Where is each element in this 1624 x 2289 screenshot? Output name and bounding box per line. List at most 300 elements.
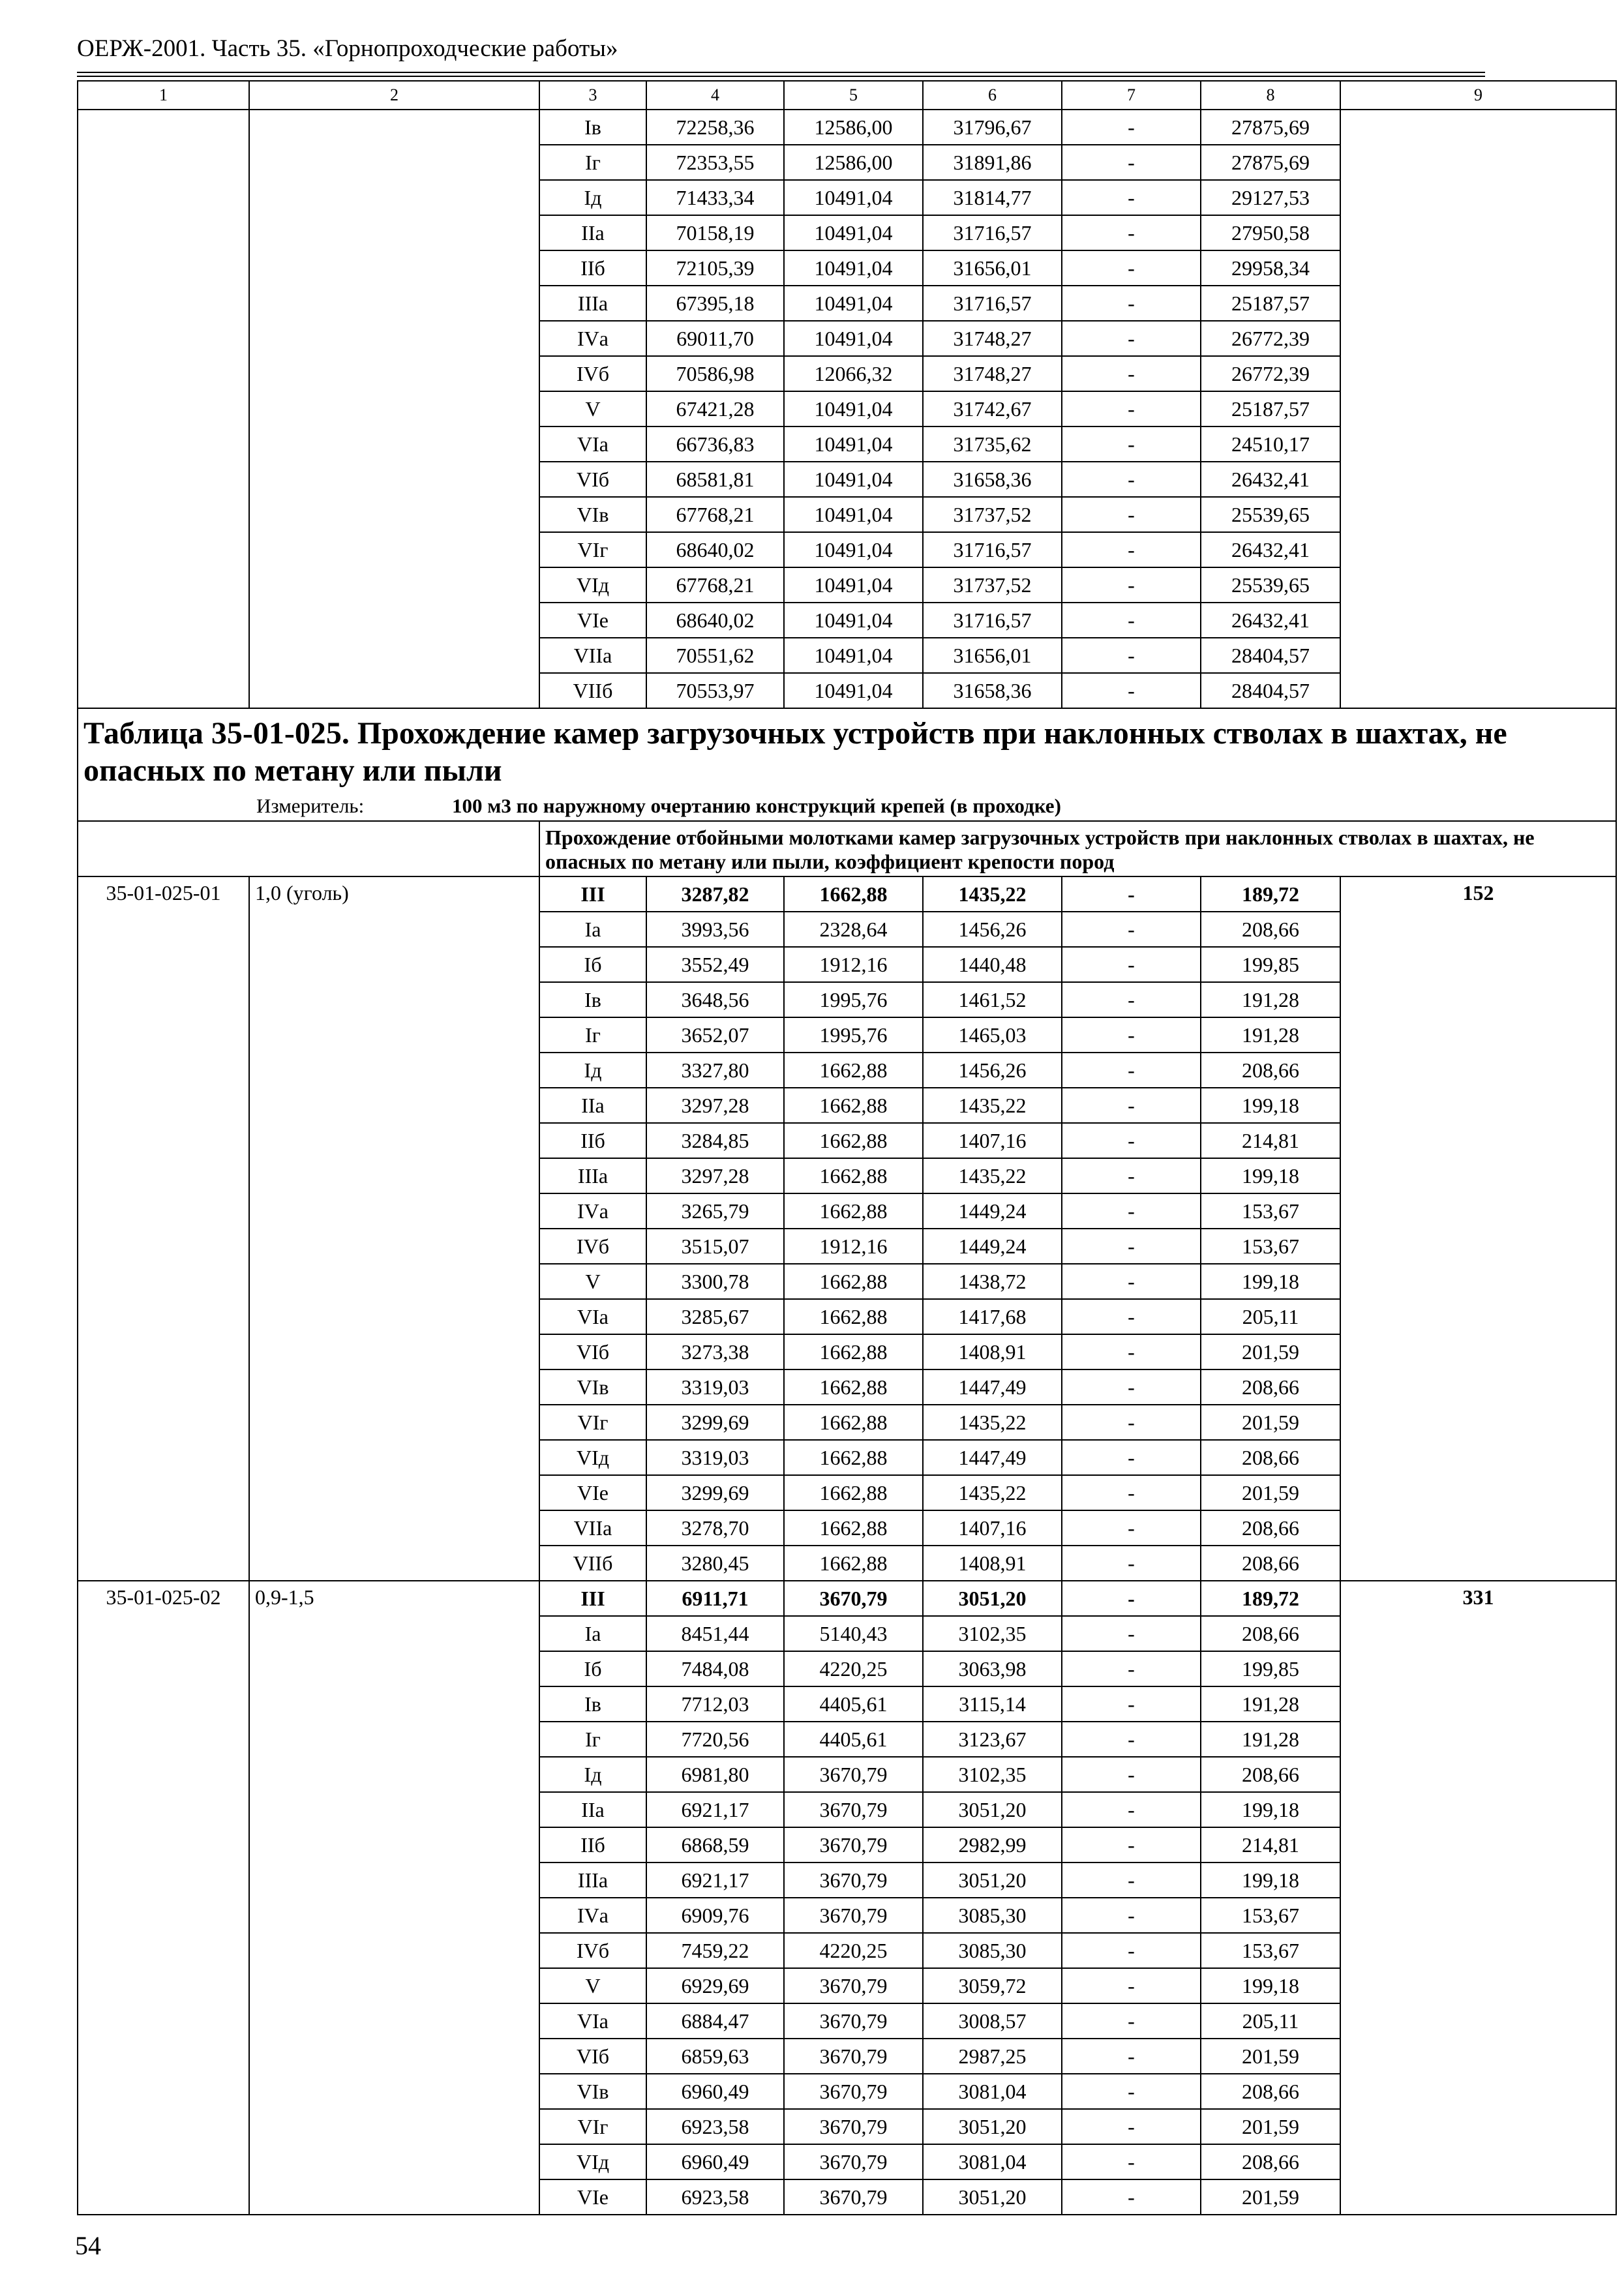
category-cell: IIа (539, 1792, 646, 1827)
value-cell: - (1062, 1546, 1201, 1581)
value-cell: 208,66 (1201, 1546, 1340, 1581)
category-cell: VIа (539, 2003, 646, 2039)
value-cell: 10491,04 (784, 603, 923, 638)
value-cell: - (1062, 250, 1201, 286)
value-cell: 67395,18 (646, 286, 784, 321)
value-cell: 31748,27 (923, 321, 1062, 356)
category-cell: VIб (539, 1334, 646, 1369)
value-cell: 6923,58 (646, 2179, 784, 2215)
value-cell: 31742,67 (923, 391, 1062, 426)
value-cell: 10491,04 (784, 497, 923, 532)
value-cell: 1407,16 (923, 1510, 1062, 1546)
rock-cell-empty (249, 110, 539, 708)
value-cell: - (1062, 2144, 1201, 2179)
table-title-cell (78, 708, 1616, 821)
value-cell: 153,67 (1201, 1193, 1340, 1229)
value-cell: - (1062, 215, 1201, 250)
value-cell: 1435,22 (923, 1088, 1062, 1123)
document-header: ОЕРЖ-2001. Часть 35. «Горнопроходческие работы» (77, 35, 618, 62)
value-cell: 199,85 (1201, 947, 1340, 982)
value-cell: 3115,14 (923, 1686, 1062, 1722)
category-cell: VIIа (539, 1510, 646, 1546)
table-row (78, 110, 1616, 145)
value-cell: 27950,58 (1201, 215, 1340, 250)
value-cell: 10491,04 (784, 673, 923, 708)
value-cell: 29958,34 (1201, 250, 1340, 286)
value-cell: 25539,65 (1201, 567, 1340, 603)
value-cell: 199,18 (1201, 1968, 1340, 2003)
value-cell: - (1062, 1405, 1201, 1440)
value-cell: 10491,04 (784, 180, 923, 215)
value-cell: 3670,79 (784, 1581, 923, 1616)
value-cell: 191,28 (1201, 1722, 1340, 1757)
value-cell: - (1062, 1369, 1201, 1405)
value-cell: 31658,36 (923, 673, 1062, 708)
value-cell: 1662,88 (784, 1475, 923, 1510)
column-number: 4 (646, 81, 784, 110)
value-cell: 1447,49 (923, 1369, 1062, 1405)
category-cell: IVа (539, 1193, 646, 1229)
category-cell: IIа (539, 215, 646, 250)
value-cell: - (1062, 1616, 1201, 1651)
value-cell: 3319,03 (646, 1440, 784, 1475)
value-cell: 31716,57 (923, 286, 1062, 321)
value-cell: 208,66 (1201, 1053, 1340, 1088)
value-cell: 208,66 (1201, 1369, 1340, 1405)
value-cell: 67768,21 (646, 497, 784, 532)
value-cell: 25539,65 (1201, 497, 1340, 532)
value-cell: 3670,79 (784, 1757, 923, 1792)
column-number: 3 (539, 81, 646, 110)
category-cell: Iд (539, 1757, 646, 1792)
value-cell: 3552,49 (646, 947, 784, 982)
value-cell: 1435,22 (923, 1475, 1062, 1510)
value-cell: 31796,67 (923, 110, 1062, 145)
category-cell: Iв (539, 1686, 646, 1722)
value-cell: 199,85 (1201, 1651, 1340, 1686)
value-cell: - (1062, 947, 1201, 982)
value-cell: 2982,99 (923, 1827, 1062, 1863)
value-cell: - (1062, 1123, 1201, 1158)
value-cell: 1407,16 (923, 1123, 1062, 1158)
value-cell: - (1062, 1651, 1201, 1686)
value-cell: 3297,28 (646, 1158, 784, 1193)
table-title: Таблица 35-01-025. Прохождение камер загрузочных устройств при наклонных стволах в шахтах, не опасных по метану или пыли (83, 716, 1507, 788)
value-cell: 3670,79 (784, 2109, 923, 2144)
value-cell: 70158,19 (646, 215, 784, 250)
description-row (78, 821, 1616, 877)
value-cell: 31814,77 (923, 180, 1062, 215)
value-cell: - (1062, 1792, 1201, 1827)
value-cell: 10491,04 (784, 638, 923, 673)
value-cell: - (1062, 356, 1201, 391)
value-cell: 31716,57 (923, 603, 1062, 638)
value-cell: 7720,56 (646, 1722, 784, 1757)
value-cell: 7459,22 (646, 1933, 784, 1968)
value-cell: 4220,25 (784, 1651, 923, 1686)
value-cell: 1662,88 (784, 1193, 923, 1229)
value-cell: 208,66 (1201, 2074, 1340, 2109)
value-cell: 208,66 (1201, 1440, 1340, 1475)
category-cell: V (539, 1968, 646, 2003)
value-cell: 70551,62 (646, 638, 784, 673)
value-cell: 3670,79 (784, 2179, 923, 2215)
value-cell: 27875,69 (1201, 145, 1340, 180)
column-number: 1 (78, 81, 249, 110)
value-cell: 72258,36 (646, 110, 784, 145)
value-cell: - (1062, 673, 1201, 708)
value-cell: 25187,57 (1201, 286, 1340, 321)
value-cell: - (1062, 1440, 1201, 1475)
value-cell: - (1062, 876, 1201, 912)
value-cell: 1417,68 (923, 1299, 1062, 1334)
category-cell: VIIб (539, 1546, 646, 1581)
category-cell: III (539, 876, 646, 912)
value-cell: 29127,53 (1201, 180, 1340, 215)
value-cell: 2328,64 (784, 912, 923, 947)
category-cell: IIа (539, 1088, 646, 1123)
value-cell: 72105,39 (646, 250, 784, 286)
value-cell: 28404,57 (1201, 638, 1340, 673)
value-cell: 201,59 (1201, 1334, 1340, 1369)
value-cell: 4220,25 (784, 1933, 923, 1968)
value-cell: - (1062, 1722, 1201, 1757)
category-cell: VIе (539, 1475, 646, 1510)
category-cell: Iд (539, 180, 646, 215)
col9-cell-empty (1340, 110, 1616, 708)
value-cell: - (1062, 532, 1201, 567)
value-cell: 3297,28 (646, 1088, 784, 1123)
value-cell: 208,66 (1201, 1510, 1340, 1546)
category-cell: VIд (539, 567, 646, 603)
value-cell: 6859,63 (646, 2039, 784, 2074)
column-number: 2 (249, 81, 539, 110)
value-cell: 1662,88 (784, 1123, 923, 1158)
value-cell: - (1062, 391, 1201, 426)
value-cell: 205,11 (1201, 1299, 1340, 1334)
rock-hardness: 0,9-1,5 (249, 1581, 539, 2215)
value-cell: 1662,88 (784, 1158, 923, 1193)
category-cell: V (539, 391, 646, 426)
value-cell: 31737,52 (923, 567, 1062, 603)
category-cell: IIб (539, 1123, 646, 1158)
value-cell: 1440,48 (923, 947, 1062, 982)
value-cell: - (1062, 321, 1201, 356)
value-cell: 67421,28 (646, 391, 784, 426)
value-cell: 1447,49 (923, 1440, 1062, 1475)
value-cell: - (1062, 1475, 1201, 1510)
value-cell: 6981,80 (646, 1757, 784, 1792)
value-cell: 3652,07 (646, 1017, 784, 1053)
rock-hardness: 1,0 (уголь) (249, 876, 539, 1581)
value-cell: 10491,04 (784, 250, 923, 286)
value-cell: 3670,79 (784, 1792, 923, 1827)
value-cell: 3299,69 (646, 1475, 784, 1510)
value-cell: 6960,49 (646, 2144, 784, 2179)
value-cell: 3670,79 (784, 1968, 923, 2003)
value-cell: 5140,43 (784, 1616, 923, 1651)
category-cell: IVа (539, 321, 646, 356)
header-rule (77, 72, 1485, 77)
column-number-row (78, 81, 1616, 110)
category-cell: VIа (539, 426, 646, 462)
value-cell: - (1062, 2179, 1201, 2215)
item-code: 35-01-025-02 (78, 1581, 249, 2215)
value-cell: - (1062, 1933, 1201, 1968)
value-cell: 201,59 (1201, 2179, 1340, 2215)
value-cell: 69011,70 (646, 321, 784, 356)
value-cell: 70586,98 (646, 356, 784, 391)
category-cell: IVб (539, 356, 646, 391)
value-cell: 6921,17 (646, 1863, 784, 1898)
value-cell: 3008,57 (923, 2003, 1062, 2039)
value-cell: 189,72 (1201, 1581, 1340, 1616)
value-cell: 191,28 (1201, 1017, 1340, 1053)
value-cell: 201,59 (1201, 2109, 1340, 2144)
meter-value: 100 м3 по наружному очертанию конструкций крепей (в проходке) (452, 794, 1061, 818)
category-cell: VIIа (539, 638, 646, 673)
value-cell: 3273,38 (646, 1334, 784, 1369)
value-cell: 3059,72 (923, 1968, 1062, 2003)
value-cell: 31716,57 (923, 532, 1062, 567)
category-cell: III (539, 1581, 646, 1616)
col9-value: 331 (1340, 1581, 1616, 2215)
value-cell: 199,18 (1201, 1264, 1340, 1299)
rates-table (77, 80, 1617, 2215)
column-number: 9 (1340, 81, 1616, 110)
value-cell: 1662,88 (784, 1053, 923, 1088)
value-cell: 1438,72 (923, 1264, 1062, 1299)
category-cell: VIе (539, 603, 646, 638)
category-cell: VIе (539, 2179, 646, 2215)
value-cell: - (1062, 1968, 1201, 2003)
value-cell: 31716,57 (923, 215, 1062, 250)
value-cell: 3670,79 (784, 1863, 923, 1898)
category-cell: VIв (539, 1369, 646, 1405)
value-cell: - (1062, 1088, 1201, 1123)
value-cell: 3670,79 (784, 2144, 923, 2179)
category-cell: V (539, 1264, 646, 1299)
value-cell: 4405,61 (784, 1722, 923, 1757)
value-cell: 6911,71 (646, 1581, 784, 1616)
value-cell: 3102,35 (923, 1616, 1062, 1651)
value-cell: 3670,79 (784, 1898, 923, 1933)
value-cell: 3051,20 (923, 1863, 1062, 1898)
value-cell: 31735,62 (923, 426, 1062, 462)
value-cell: 1408,91 (923, 1546, 1062, 1581)
value-cell: 31891,86 (923, 145, 1062, 180)
category-cell: IVб (539, 1933, 646, 1968)
category-cell: VIб (539, 462, 646, 497)
value-cell: - (1062, 1863, 1201, 1898)
value-cell: - (1062, 982, 1201, 1017)
value-cell: - (1062, 2109, 1201, 2144)
value-cell: 1662,88 (784, 1510, 923, 1546)
value-cell: 1465,03 (923, 1017, 1062, 1053)
table-row (78, 1581, 1616, 1616)
value-cell: 72353,55 (646, 145, 784, 180)
category-cell: IVб (539, 1229, 646, 1264)
value-cell: 3051,20 (923, 1792, 1062, 1827)
value-cell: 31658,36 (923, 462, 1062, 497)
value-cell: 10491,04 (784, 391, 923, 426)
category-cell: Iб (539, 947, 646, 982)
category-cell: Iд (539, 1053, 646, 1088)
value-cell: - (1062, 1264, 1201, 1299)
value-cell: 1435,22 (923, 876, 1062, 912)
value-cell: 1662,88 (784, 1440, 923, 1475)
value-cell: - (1062, 1510, 1201, 1546)
category-cell: IIIа (539, 1158, 646, 1193)
value-cell: 201,59 (1201, 1405, 1340, 1440)
value-cell: 26772,39 (1201, 321, 1340, 356)
category-cell: VIг (539, 2109, 646, 2144)
code-cell-empty (78, 110, 249, 708)
category-cell: IIб (539, 1827, 646, 1863)
category-cell: Iа (539, 1616, 646, 1651)
value-cell: 3051,20 (923, 2179, 1062, 2215)
value-cell: 208,66 (1201, 1616, 1340, 1651)
column-number: 6 (923, 81, 1062, 110)
value-cell: 1662,88 (784, 1334, 923, 1369)
col9-value: 152 (1340, 876, 1616, 1581)
value-cell: - (1062, 1299, 1201, 1334)
value-cell: 3278,70 (646, 1510, 784, 1546)
value-cell: 208,66 (1201, 912, 1340, 947)
category-cell: VIг (539, 1405, 646, 1440)
value-cell: 10491,04 (784, 286, 923, 321)
category-cell: Iа (539, 912, 646, 947)
value-cell: 214,81 (1201, 1123, 1340, 1158)
value-cell: 10491,04 (784, 321, 923, 356)
category-cell: IIб (539, 250, 646, 286)
value-cell: 31748,27 (923, 356, 1062, 391)
value-cell: - (1062, 426, 1201, 462)
category-cell: IVа (539, 1898, 646, 1933)
value-cell: 201,59 (1201, 1475, 1340, 1510)
category-cell: VIб (539, 2039, 646, 2074)
value-cell: 208,66 (1201, 2144, 1340, 2179)
value-cell: 3648,56 (646, 982, 784, 1017)
rates-table-body (78, 81, 1616, 2215)
value-cell: 4405,61 (784, 1686, 923, 1722)
value-cell: - (1062, 180, 1201, 215)
value-cell: 1662,88 (784, 1088, 923, 1123)
value-cell: 3102,35 (923, 1757, 1062, 1792)
value-cell: 27875,69 (1201, 110, 1340, 145)
value-cell: - (1062, 1686, 1201, 1722)
value-cell: 71433,34 (646, 180, 784, 215)
value-cell: 3670,79 (784, 1827, 923, 1863)
value-cell: 3327,80 (646, 1053, 784, 1088)
value-cell: 3670,79 (784, 2039, 923, 2074)
value-cell: 10491,04 (784, 532, 923, 567)
category-cell: IIIа (539, 286, 646, 321)
value-cell: 10491,04 (784, 567, 923, 603)
category-cell: Iг (539, 145, 646, 180)
value-cell: 3284,85 (646, 1123, 784, 1158)
value-cell: - (1062, 1229, 1201, 1264)
value-cell: 6921,17 (646, 1792, 784, 1827)
value-cell: 1662,88 (784, 1264, 923, 1299)
value-cell: 3670,79 (784, 2074, 923, 2109)
value-cell: 3670,79 (784, 2003, 923, 2039)
category-cell: IIIа (539, 1863, 646, 1898)
category-cell: Iв (539, 110, 646, 145)
category-cell: Iг (539, 1017, 646, 1053)
value-cell: - (1062, 497, 1201, 532)
value-cell: 31737,52 (923, 497, 1062, 532)
value-cell: 1912,16 (784, 947, 923, 982)
value-cell: - (1062, 1581, 1201, 1616)
value-cell: 3319,03 (646, 1369, 784, 1405)
value-cell: 1912,16 (784, 1229, 923, 1264)
category-cell: VIв (539, 2074, 646, 2109)
value-cell: 31656,01 (923, 250, 1062, 286)
value-cell: - (1062, 1158, 1201, 1193)
value-cell: 1662,88 (784, 876, 923, 912)
value-cell: 201,59 (1201, 2039, 1340, 2074)
value-cell: - (1062, 286, 1201, 321)
value-cell: 66736,83 (646, 426, 784, 462)
value-cell: - (1062, 1757, 1201, 1792)
value-cell: 7712,03 (646, 1686, 784, 1722)
value-cell: 1995,76 (784, 1017, 923, 1053)
value-cell: - (1062, 1898, 1201, 1933)
value-cell: 1662,88 (784, 1405, 923, 1440)
value-cell: 3993,56 (646, 912, 784, 947)
value-cell: 67768,21 (646, 567, 784, 603)
value-cell: 153,67 (1201, 1898, 1340, 1933)
value-cell: 3063,98 (923, 1651, 1062, 1686)
category-cell: VIв (539, 497, 646, 532)
value-cell: 199,18 (1201, 1088, 1340, 1123)
category-cell: VIг (539, 532, 646, 567)
value-cell: 12586,00 (784, 145, 923, 180)
value-cell: 24510,17 (1201, 426, 1340, 462)
value-cell: 12586,00 (784, 110, 923, 145)
value-cell: 1995,76 (784, 982, 923, 1017)
value-cell: 1435,22 (923, 1405, 1062, 1440)
value-cell: 26432,41 (1201, 532, 1340, 567)
value-cell: 3081,04 (923, 2144, 1062, 2179)
value-cell: 10491,04 (784, 215, 923, 250)
value-cell: 1449,24 (923, 1193, 1062, 1229)
value-cell: - (1062, 603, 1201, 638)
value-cell: - (1062, 2074, 1201, 2109)
value-cell: - (1062, 1017, 1201, 1053)
value-cell: 208,66 (1201, 1757, 1340, 1792)
value-cell: 28404,57 (1201, 673, 1340, 708)
value-cell: 189,72 (1201, 876, 1340, 912)
value-cell: 1662,88 (784, 1546, 923, 1581)
category-cell: Iв (539, 982, 646, 1017)
value-cell: 3300,78 (646, 1264, 784, 1299)
value-cell: 1456,26 (923, 1053, 1062, 1088)
column-number: 8 (1201, 81, 1340, 110)
value-cell: 1662,88 (784, 1299, 923, 1334)
column-number: 5 (784, 81, 923, 110)
value-cell: - (1062, 2003, 1201, 2039)
value-cell: 6960,49 (646, 2074, 784, 2109)
value-cell: 31656,01 (923, 638, 1062, 673)
value-cell: 1461,52 (923, 982, 1062, 1017)
value-cell: 153,67 (1201, 1229, 1340, 1264)
value-cell: 6923,58 (646, 2109, 784, 2144)
value-cell: 153,67 (1201, 1933, 1340, 1968)
value-cell: 1456,26 (923, 912, 1062, 947)
category-cell: Iб (539, 1651, 646, 1686)
